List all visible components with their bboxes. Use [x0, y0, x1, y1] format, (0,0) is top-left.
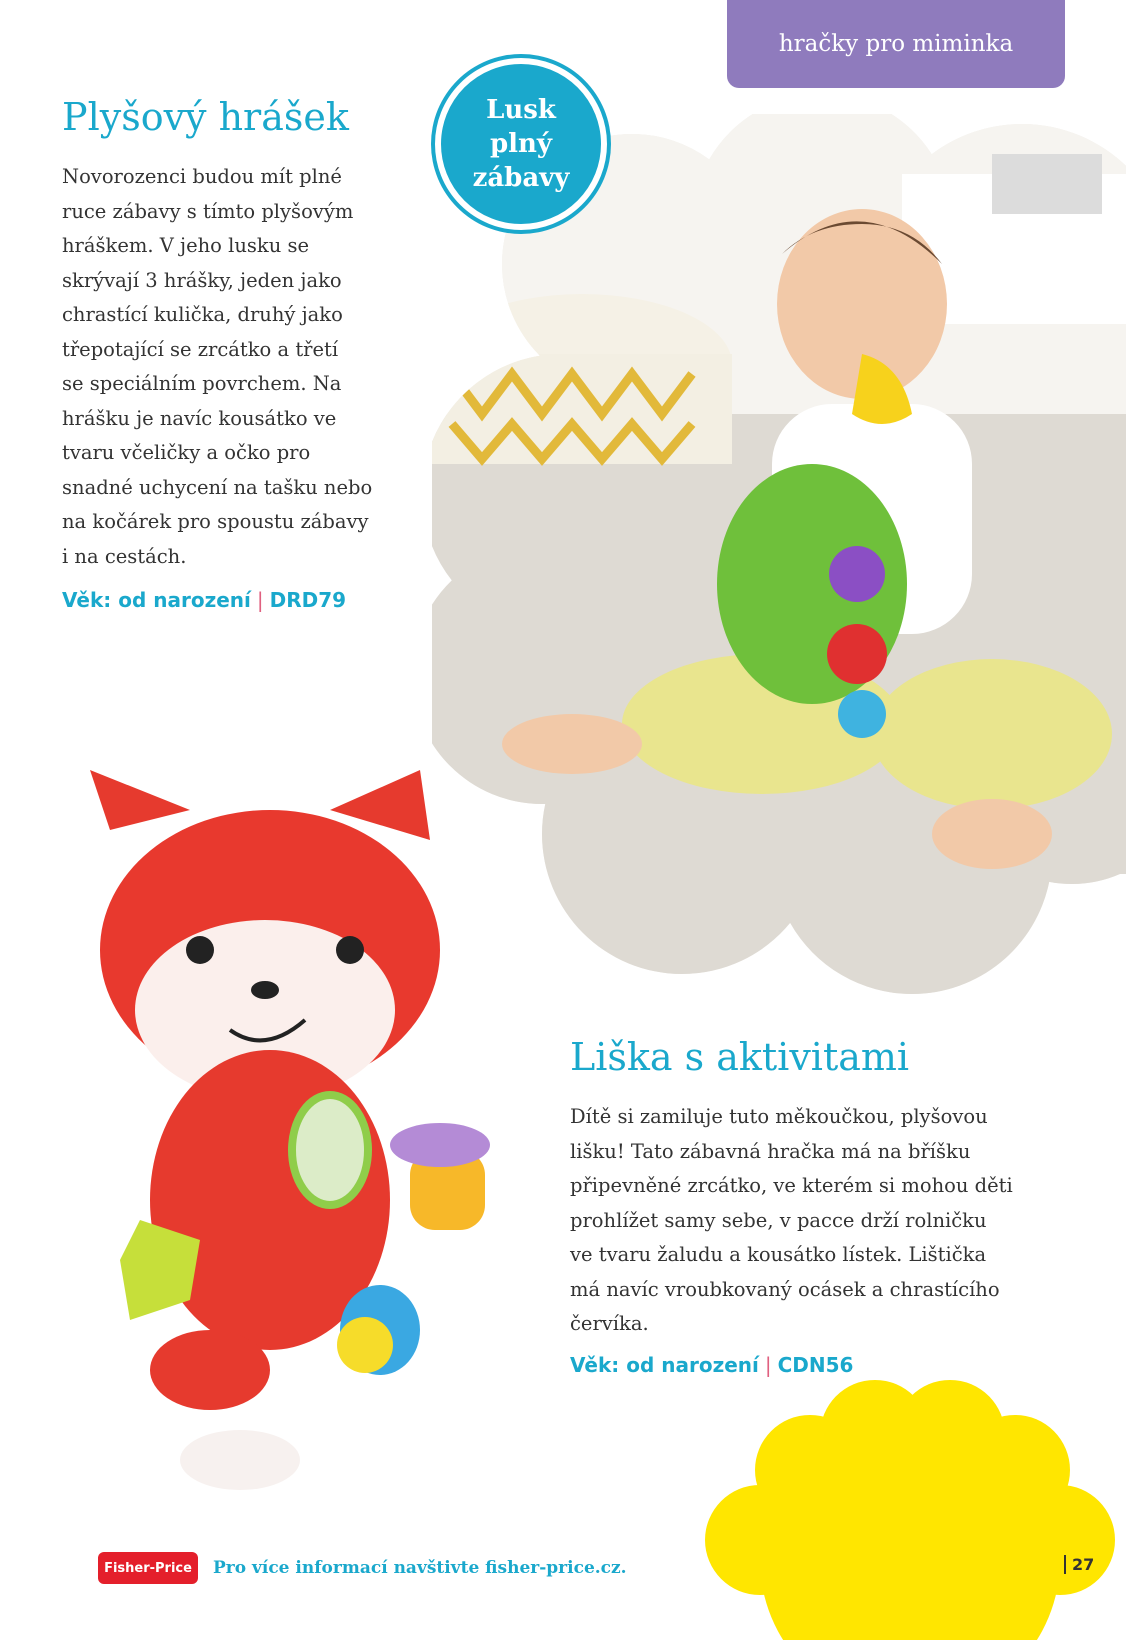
product-description [62, 160, 432, 574]
desc-line: chrastící kulička, druhý jako [62, 303, 343, 326]
page-number: 27 [1064, 1555, 1094, 1574]
decorative-sun-shape [700, 1380, 1120, 1640]
desc-line: snadné uchycení na tašku nebo [62, 475, 373, 499]
desc-line: červíka. [570, 1312, 649, 1335]
product-meta: Věk: od narození | DRD79 [62, 588, 347, 612]
product-code: DRD79 [269, 588, 347, 612]
product-title: Plyšový hrášek [62, 95, 349, 139]
category-tab [727, 0, 1065, 88]
desc-line: se speciálním povrchem. Na [62, 372, 342, 395]
footer-link-text[interactable]: Pro více informací navštivte fisher-price.cz. [213, 1558, 627, 1578]
age-label: Věk: od narození [62, 588, 251, 612]
product-code: CDN56 [777, 1353, 854, 1377]
product-meta: Věk: od narození | CDN56 [570, 1353, 854, 1377]
desc-line: Dítě si zamiluje tuto měkoučkou, plyšovou [570, 1105, 988, 1128]
badge-line: zábavy [472, 163, 570, 193]
age-label: Věk: od narození [570, 1353, 759, 1377]
badge-line: Lusk [486, 95, 556, 125]
desc-line: i na cestách. [62, 544, 187, 568]
badge-line: plný [489, 129, 553, 159]
desc-line: připevněné zrcátko, ve kterém si mohou děti [570, 1174, 1013, 1197]
desc-line: lišku! Tato zábavná hračka má na bříšku [570, 1139, 971, 1163]
fox-plush-image [80, 770, 560, 1490]
desc-line: ruce zábavy s tímto plyšovým [62, 199, 354, 223]
desc-line: skrývají 3 hrášky, jeden jako [62, 268, 342, 292]
category-label: hračky pro miminka [778, 31, 1014, 57]
promo-badge [435, 58, 607, 230]
product-description [570, 1100, 1070, 1342]
desc-line: hrášku je navíc kousátko ve [62, 406, 337, 430]
desc-line: hráškem. V jeho lusku se [62, 234, 310, 257]
product-title: Liška s aktivitami [570, 1035, 910, 1079]
desc-line: třepotající se zrcátko a třetí [62, 337, 339, 361]
desc-line: prohlížet samy sebe, v pacce drží rolničku [570, 1208, 987, 1232]
desc-line: na kočárek pro spoustu zábavy [62, 510, 369, 533]
desc-line: tvaru včeličky a očko pro [62, 441, 311, 464]
desc-line: má navíc vroubkovaný ocásek a chrastícího [570, 1277, 1000, 1301]
desc-line: ve tvaru žaludu a kousátko lístek. Lištička [570, 1243, 987, 1266]
fisher-price-logo: Fisher-Price [98, 1552, 198, 1584]
desc-line: Novorozenci budou mít plné [62, 165, 342, 188]
